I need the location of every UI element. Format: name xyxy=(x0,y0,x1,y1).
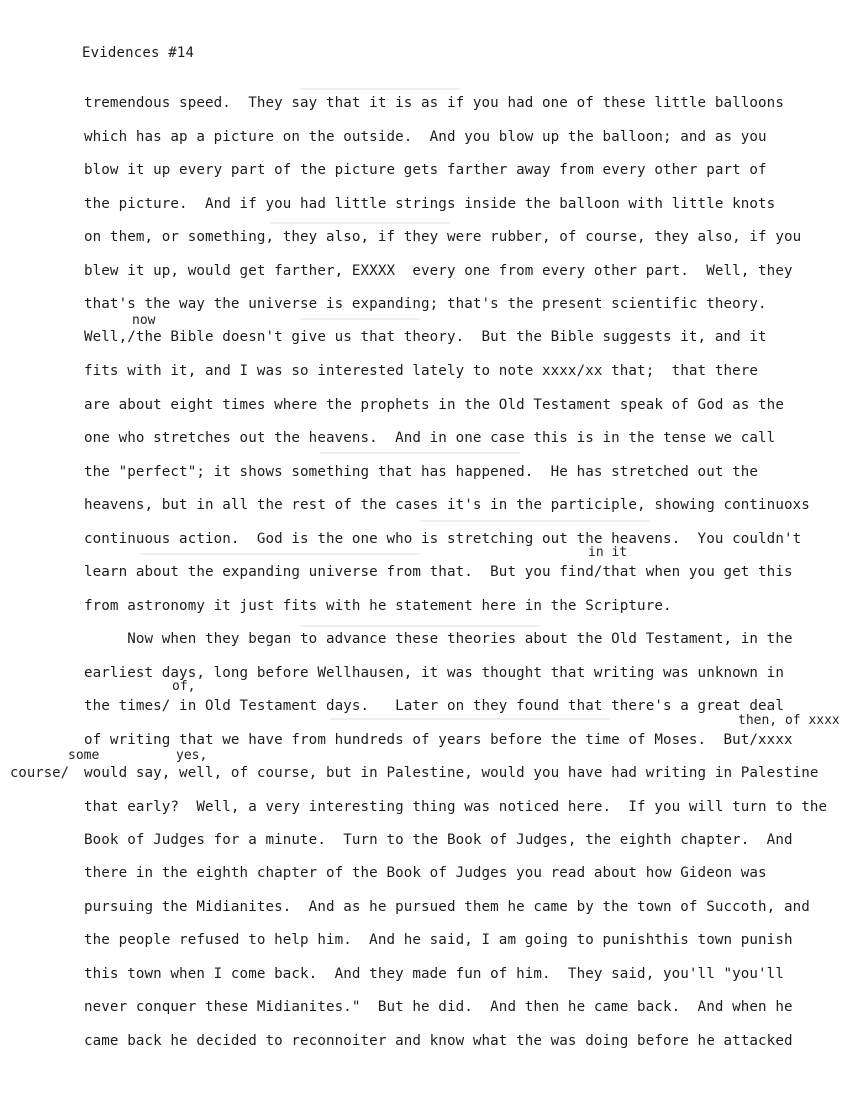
insertion-some: some xyxy=(68,748,100,763)
text-line: one who stretches out the heavens. And in one case this is in the tense we call xyxy=(84,430,776,446)
insertion-then-of: then, of xxxx xyxy=(738,713,840,728)
bleed-mark xyxy=(420,520,650,522)
text-line: the people refused to help him. And he said, I am going to punishthis town punish xyxy=(84,932,793,948)
insertion-in-it: in it xyxy=(588,545,628,560)
bleed-mark xyxy=(300,88,460,90)
text-line: continuous action. God is the one who is stretching out the heavens. You couldn't xyxy=(84,531,802,547)
text-line: pursuing the Midianites. And as he pursued them he came by the town of Succoth, and xyxy=(84,899,810,915)
text-line: that early? Well, a very interesting thing was noticed here. If you will turn to the xyxy=(84,799,828,815)
text-line: tremendous speed. They say that it is as if you had one of these little balloons xyxy=(84,95,784,111)
text-line: Now when they began to advance these theories about the Old Testament, in the xyxy=(84,631,793,647)
text-line: would say, well, of course, but in Palestine, would you have had writing in Palestine xyxy=(84,765,819,781)
page-header: Evidences #14 xyxy=(82,45,195,61)
text-line: heavens, but in all the rest of the cases it's in the participle, showing continuoxs xyxy=(84,497,810,513)
text-line: there in the eighth chapter of the Book of Judges you read about how Gideon was xyxy=(84,865,767,881)
bleed-mark xyxy=(270,222,450,224)
text-line: of writing that we have from hundreds of years before the time of Moses. But/xxxx xyxy=(84,732,793,748)
text-line: learn about the expanding universe from that. But you find/that when you get this xyxy=(84,564,793,580)
insertion-yes: yes, xyxy=(176,748,208,763)
bleed-mark xyxy=(330,718,610,720)
text-line: Well,/the Bible doesn't give us that theory. But the Bible suggests it, and it xyxy=(84,329,767,345)
bleed-mark xyxy=(140,553,420,555)
text-line: which has ap a picture on the outside. And you blow up the balloon; and as you xyxy=(84,129,767,145)
text-line: blew it up, would get farther, EXXXX every one from every other part. Well, they xyxy=(84,263,793,279)
text-line: never conquer these Midianites." But he did. And then he came back. And when he xyxy=(84,999,793,1015)
text-line: this town when I come back. And they made fun of him. They said, you'll "you'll xyxy=(84,966,784,982)
text-line: that's the way the universe is expanding; that's the present scientific theory. xyxy=(84,296,767,312)
bleed-mark xyxy=(300,318,420,320)
bleed-mark xyxy=(300,625,540,627)
text-line: Book of Judges for a minute. Turn to the Book of Judges, the eighth chapter. And xyxy=(84,832,793,848)
bleed-mark xyxy=(320,452,520,454)
text-line: the times/ in Old Testament days. Later on they found that there's a great deal xyxy=(84,698,784,714)
text-line: the picture. And if you had little strings inside the balloon with little knots xyxy=(84,196,776,212)
text-line: from astronomy it just fits with he statement here in the Scripture. xyxy=(84,598,672,614)
insertion-course: course/ xyxy=(10,765,70,781)
text-line: fits with it, and I was so interested lately to note xxxx/xx that; that there xyxy=(84,363,759,379)
text-line: the "perfect"; it shows something that has happened. He has stretched out the xyxy=(84,464,759,480)
text-line: came back he decided to reconnoiter and know what the was doing before he attacked xyxy=(84,1033,793,1049)
text-line: blow it up every part of the picture gets farther away from every other part of xyxy=(84,162,767,178)
text-line: are about eight times where the prophets in the Old Testament speak of God as the xyxy=(84,397,784,413)
text-line: earliest days, long before Wellhausen, it was thought that writing was unknown in xyxy=(84,665,784,681)
insertion-of: of, xyxy=(172,679,196,694)
insertion-now: now xyxy=(132,313,156,328)
text-line: on them, or something, they also, if they were rubber, of course, they also, if you xyxy=(84,229,802,245)
